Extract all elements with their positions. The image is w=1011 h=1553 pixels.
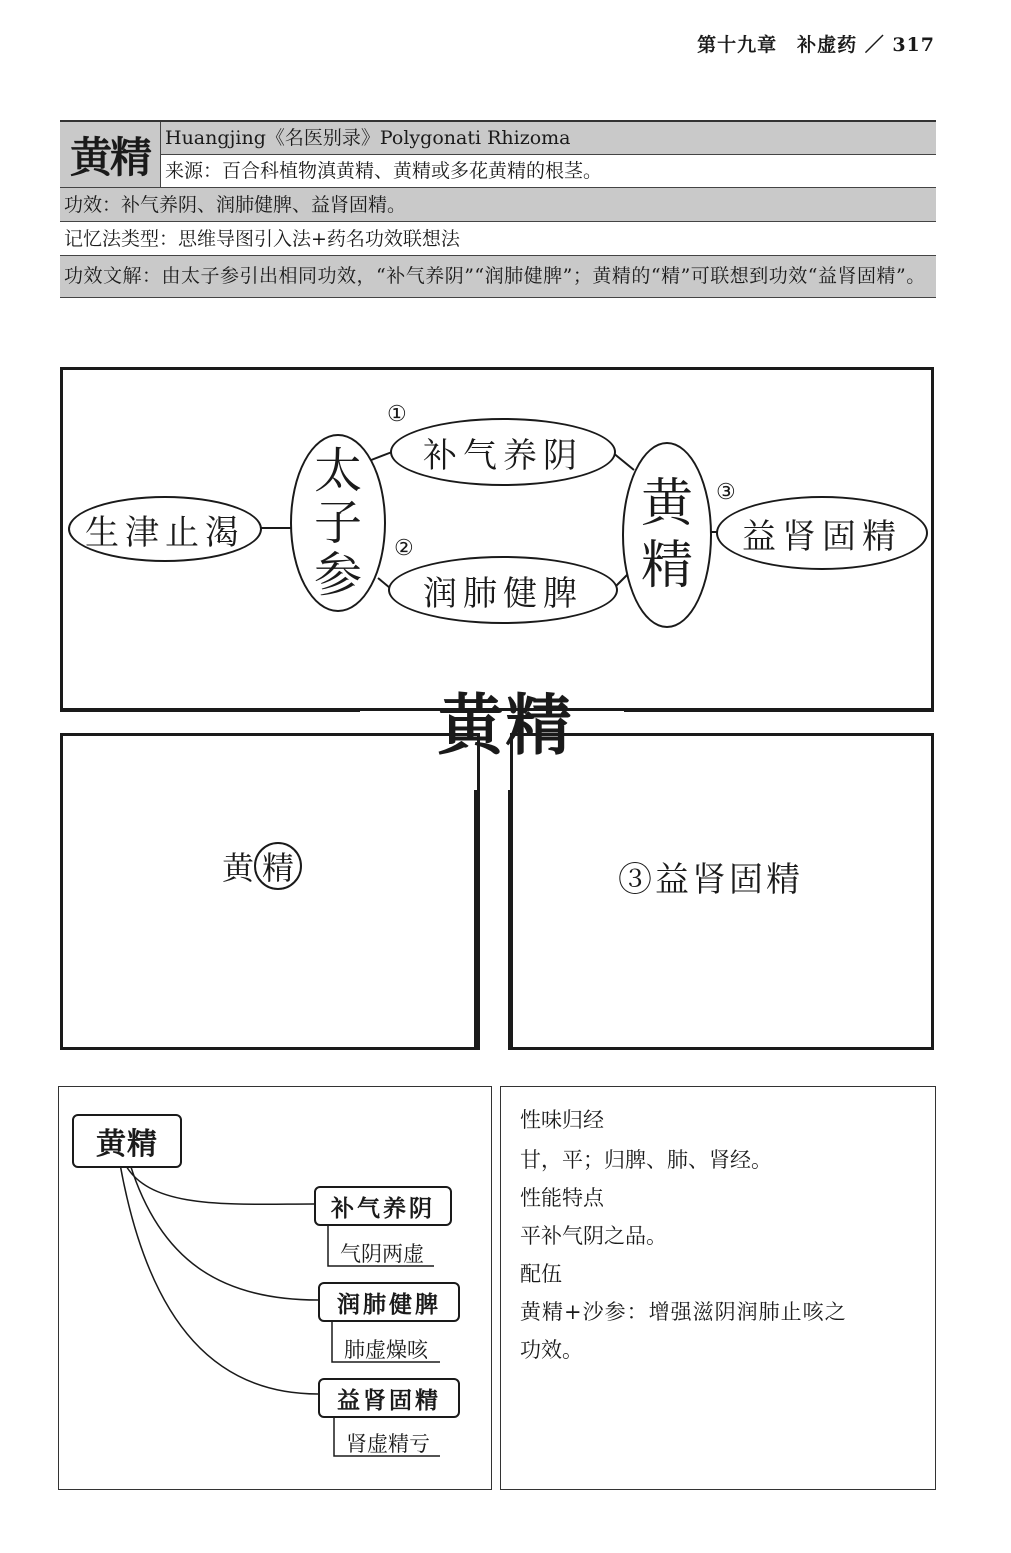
huangjing-char-1: 黄 xyxy=(640,474,693,534)
tree-branch-2: 润肺健脾 xyxy=(318,1282,460,1322)
prop-text-nature: 甘，平；归脾、肺、肾经。 xyxy=(520,1148,772,1172)
latin-name: Huangjing《名医别录》Polygonati Rhizoma xyxy=(161,122,936,154)
tree-branch-1: 补气养阴 xyxy=(314,1186,452,1226)
oval-shengjin-zhike: 生津止渴 xyxy=(68,496,262,562)
prop-text-characteristics: 平补气阴之品。 xyxy=(520,1224,667,1248)
number-2: ② xyxy=(394,536,414,561)
taizishen-char-2: 子 xyxy=(313,495,362,551)
prop-text-compatibility-1: 黄精+沙参：增强滋阴润肺止咳之 xyxy=(520,1300,847,1324)
panel-left-circled-char: 精 xyxy=(254,842,302,890)
herb-name: 黄精 xyxy=(60,122,161,187)
prop-heading-nature: 性味归经 xyxy=(520,1108,604,1132)
prop-heading-characteristics: 性能特点 xyxy=(520,1186,604,1210)
tree-branch-3: 益肾固精 xyxy=(318,1378,460,1418)
prop-heading-compatibility: 配伍 xyxy=(520,1262,562,1286)
number-3: ③ xyxy=(716,480,736,505)
tree-leaf-2: 肺虚燥咳 xyxy=(344,1338,428,1362)
tree-leaf-1: 气阴两虚 xyxy=(340,1242,424,1266)
explanation-text: 功效文解：由太子参引出相同功效，“补气养阴”“润肺健脾”；黄精的“精”可联想到功效“益肾固精”。 xyxy=(60,256,936,298)
taizishen-char-1: 太 xyxy=(313,443,362,499)
panel-left-prefix: 黄 xyxy=(222,849,255,887)
taizishen-char-3: 参 xyxy=(313,547,362,603)
tree-root: 黄精 xyxy=(72,1114,182,1168)
running-head: 第十九章 补虚药 ／ 317 xyxy=(697,34,935,56)
number-1: ① xyxy=(387,402,407,427)
huangjing-char-2: 精 xyxy=(640,536,693,596)
efficacy-line: 功效：补气养阴、润肺健脾、益肾固精。 xyxy=(60,188,936,222)
oval-runfei-jianpi: 润肺健脾 xyxy=(388,556,618,624)
memory-type-line: 记忆法类型：思维导图引入法+药名功效联想法 xyxy=(60,222,936,256)
oval-buqi-yangyin: 补气养阴 xyxy=(390,418,616,486)
prop-text-compatibility-2: 功效。 xyxy=(520,1338,583,1362)
section-title: 黄精 xyxy=(437,687,574,764)
oval-yishen-gujing: 益肾固精 xyxy=(716,496,928,570)
panel-right-text: ③益肾固精 xyxy=(618,860,803,900)
tree-leaf-3: 肾虚精亏 xyxy=(346,1432,430,1456)
source-line: 来源：百合科植物滇黄精、黄精或多花黄精的根茎。 xyxy=(161,154,936,186)
